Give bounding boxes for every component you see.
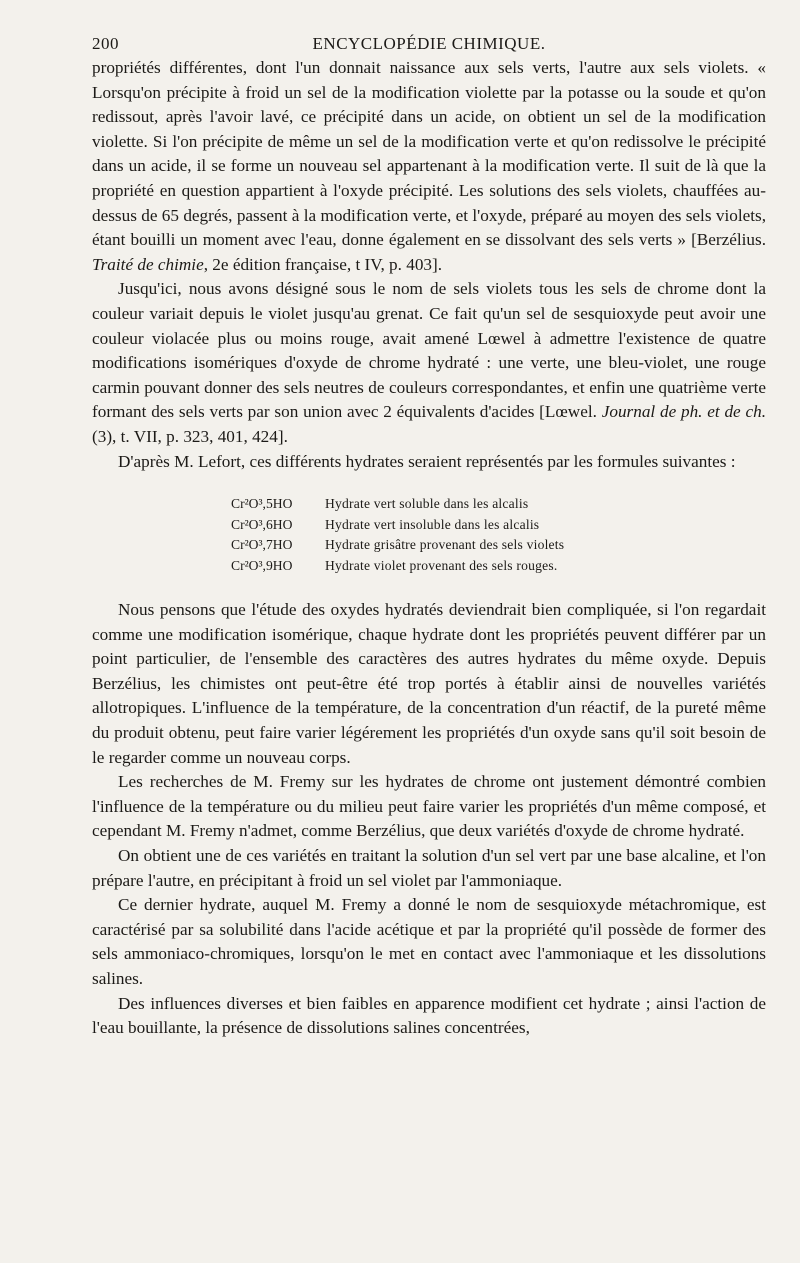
- paragraph-5: Les recherches de M. Fremy sur les hydrates de chrome ont justement démontré combien l'influence de la température ou du milieu peut faire varier les propriétés d'un même composé, et cependant M. Fremy n'admet, comme Berzélius, que deux variétés d'oxyde de chrome hydraté.: [92, 772, 766, 841]
- formula-row: [231, 556, 766, 577]
- formula-description: Hydrate vert insoluble dans les alcalis: [325, 516, 540, 532]
- paragraph-3: D'après M. Lefort, ces différents hydrates seraient représentés par les formules suivantes :: [118, 451, 736, 471]
- formula: Cr²O³,5HO: [231, 496, 293, 512]
- formula-row: [231, 535, 766, 556]
- paragraph-4: Nous pensons que l'étude des oxydes hydratés deviendrait bien compliquée, si l'on regardait comme une modification isomérique, chaque hydrate dont les propriétés peuvent différer par un point particulier, de l'ensemble des caractères des autres hydrates du même oxyde. Depuis Berzélius, les chimistes ont peut-être été trop portés à établir ainsi de nouvelles variétés allotropiques. L'influence de la température, de la concentration d'un réactif, de la pureté même du produit obtenu, peut faire varier légérement les propriétés d'un oxyde sans qu'il soit besoin de le regarder comme un nouveau corps.: [92, 600, 766, 767]
- formula-table: [231, 494, 766, 576]
- page-header: [92, 30, 766, 56]
- paragraph-2: Jusqu'ici, nous avons désigné sous le nom de sels violets tous les sels de chrome dont la couleur variait depuis le violet jusqu'au grenat. Ce fait qu'un sel de sesquioxyde peut avoir une couleur violacée plus ou moins rouge, avait amené Lœwel à admettre l'existence de quatre modifications isomériques d'oxyde de chrome hydraté : une verte, une bleu-violet, une rouge carmin pouvant donner des sels neutres de couleurs correspondantes, et enfin une quatrième verte formant des sels verts par son union avec 2 équivalents d'acides [Lœwel. Journal de ph. et de ch. (3), t. VII, p. 323, 401, 424].: [92, 279, 766, 446]
- formula-row: [231, 494, 766, 515]
- paragraph-7: Ce dernier hydrate, auquel M. Fremy a donné le nom de sesquioxyde métachromique, est caractérisé par sa solubilité dans l'acide acétique et par la propriété qu'il possède de former des sels ammoniaco-chromiques, lorsqu'on le met en contact avec l'ammoniaque et les dissolutions salines.: [92, 895, 766, 988]
- formula: Cr²O³,6HO: [231, 516, 293, 532]
- formula-description: Hydrate violet provenant des sels rouges.: [325, 557, 558, 573]
- formula-row: [231, 515, 766, 536]
- formula-description: Hydrate vert soluble dans les alcalis: [325, 496, 529, 512]
- formula-description: Hydrate grisâtre provenant des sels violets: [325, 537, 565, 553]
- paragraph-8: Des influences diverses et bien faibles en apparence modifient cet hydrate ; ainsi l'action de l'eau bouillante, la présence de dissolutions salines concentrées,: [92, 993, 766, 1038]
- formula: Cr²O³,7HO: [231, 537, 293, 553]
- body-text: [92, 56, 766, 1041]
- paragraph-1: propriétés différentes, dont l'un donnait naissance aux sels verts, l'autre aux sels violets. « Lorsqu'on précipite à froid un sel de la modification violette par la potasse ou la soude et qu'on redissout, après l'avoir lavé, ce précipité dans un acide, on obtient un sel de la modification violette. Si l'on précipite de même un sel de la modification verte et qu'on redissolve le précipité dans un acide, il se forme un nouveau sel appartenant à la modification verte. Il suit de là que la propriété en question appartient à l'oxyde précipité. Les solutions des sels violets, chauffées au-dessus de 65 degrés, passent à la modification verte, et l'oxyde, préparé au moyen des sels violets, étant bouilli un moment avec l'eau, donne également en se dissolvant des sels verts » [Berzélius. Traité de chimie, 2e édition française, t IV, p. 403].: [92, 58, 766, 274]
- paragraph-6: On obtient une de ces variétés en traitant la solution d'un sel vert par une base alcaline, et l'on prépare l'autre, en précipitant à froid un sel violet par l'ammoniaque.: [92, 846, 766, 890]
- formula: Cr²O³,9HO: [231, 557, 293, 573]
- running-title: ENCYCLOPÉDIE CHIMIQUE.: [312, 34, 546, 53]
- page-number: 200: [92, 34, 119, 53]
